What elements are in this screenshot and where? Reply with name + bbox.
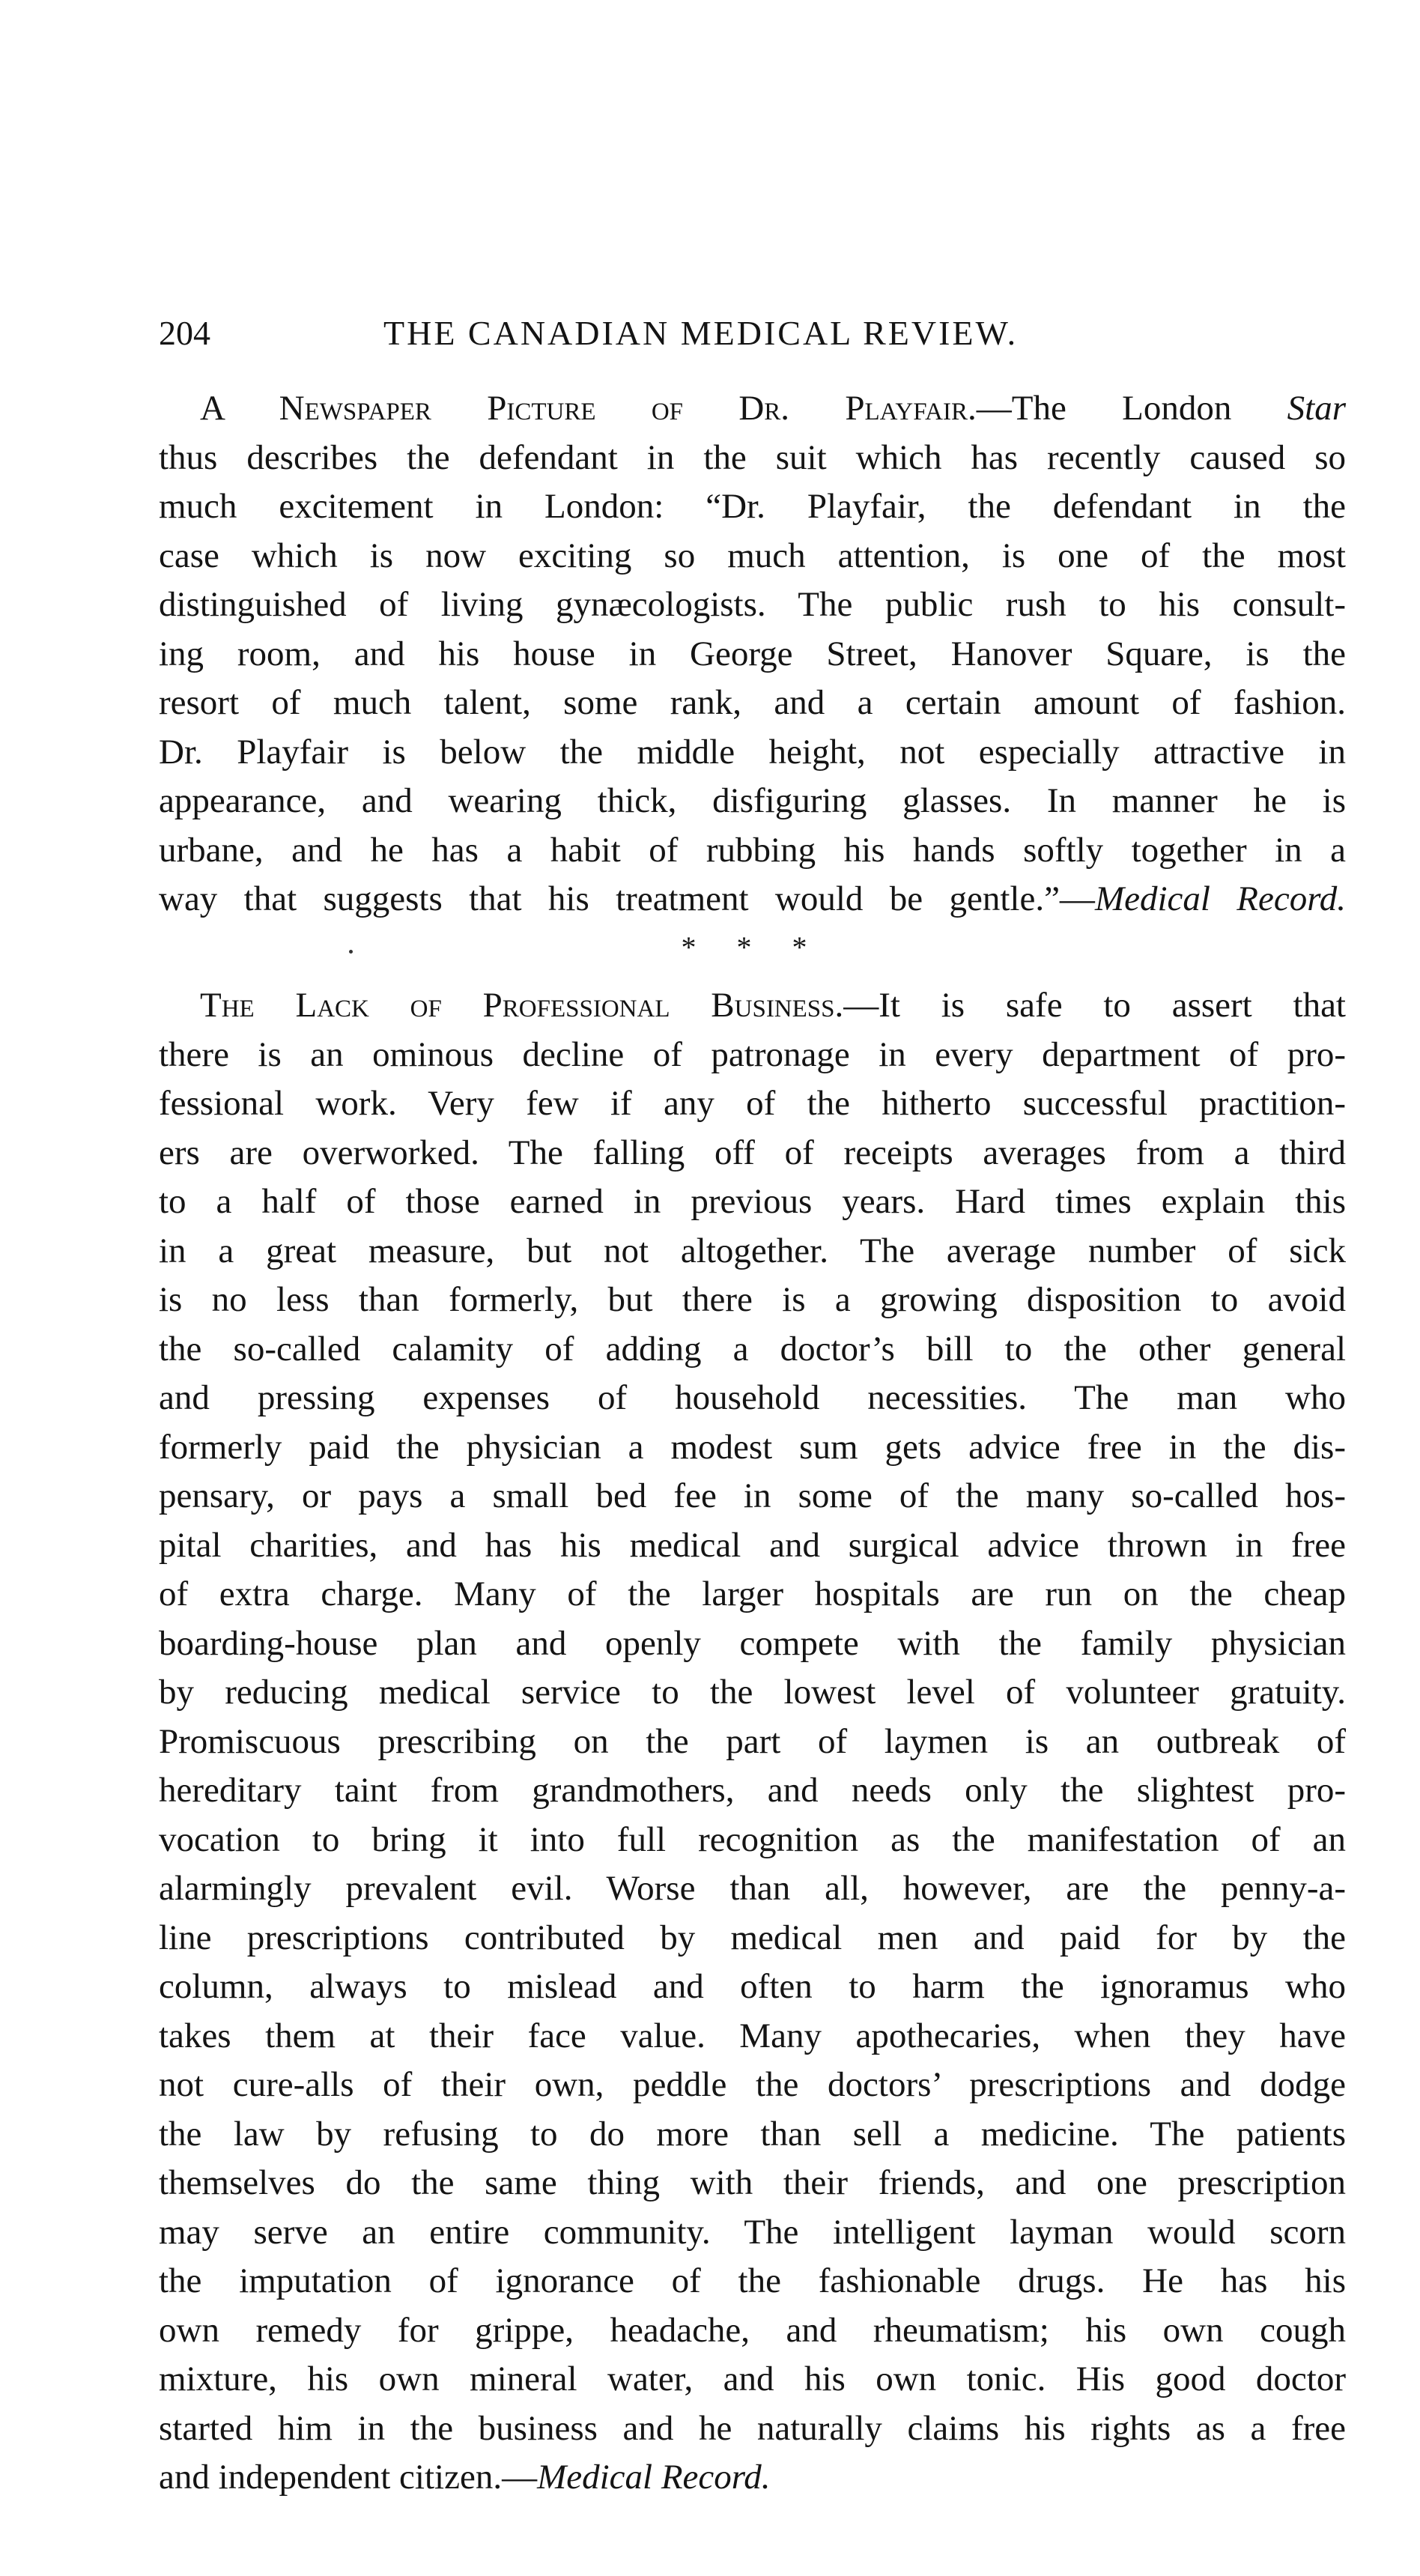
article-line: fessional work. Very few if any of the hitherto successful practition- (159, 1084, 1346, 1123)
newspaper-name: Star (1287, 389, 1347, 428)
article-line: pital charities, and has his medical and surgical advice thrown in free (159, 1525, 1346, 1565)
article-line (159, 2453, 1346, 2503)
article-line: distinguished of living gynæcologists. The public rush to his consult- (159, 585, 1346, 624)
article-line (159, 875, 1346, 924)
article-line: the imputation of ignorance of the fashionable drugs. He has his (159, 2261, 1346, 2300)
article-line: started him in the business and he naturally claims his rights as a free (159, 2408, 1346, 2448)
article-line: much excitement in London: “Dr. Playfair, the defendant in the (159, 487, 1346, 526)
article-line: thus describes the defendant in the suit which has recently caused so (159, 437, 1346, 477)
article-line: case which is now exciting so much attention, is one of the most (159, 536, 1346, 575)
article-line: boarding-house plan and openly compete with the family physician (159, 1623, 1346, 1663)
article-text: —The London (976, 389, 1232, 428)
page-number: 204 (159, 314, 210, 352)
article-line: mixture, his own mineral water, and his own tonic. His good doctor (159, 2360, 1346, 2398)
article-line (159, 981, 1346, 1031)
source-citation: Medical Record. (537, 2458, 771, 2497)
article-line: Promiscuous prescribing on the part of laymen is an outbreak of (159, 1721, 1346, 1761)
article-line: may serve an entire community. The intelligent layman would scorn (159, 2212, 1346, 2252)
section-separator: * * * (681, 930, 824, 964)
article-line: formerly paid the physician a modest sum gets advice free in the dis- (159, 1427, 1346, 1467)
article-line: in a great measure, but not altogether. The average number of sick (159, 1231, 1346, 1270)
article-line: of extra charge. Many of the larger hospitals are run on the cheap (159, 1575, 1346, 1613)
article-line (159, 384, 1346, 434)
article-line: resort of much talent, some rank, and a certain amount of fashion. (159, 683, 1346, 722)
article-line: ing room, and his house in George Street, Hanover Square, is the (159, 634, 1346, 673)
article-line: is no less than formerly, but there is a growing disposition to avoid (159, 1280, 1346, 1319)
article-professional-business (159, 981, 1346, 2503)
article-line: own remedy for grippe, headache, and rheumatism; his own cough (159, 2310, 1346, 2350)
article-line: not cure-alls of their own, peddle the doctors’ prescriptions and dodge (159, 2065, 1346, 2104)
article-line: themselves do the same thing with their friends, and one prescription (159, 2163, 1346, 2202)
article-line: and pressing expenses of household necessities. The man who (159, 1378, 1346, 1417)
article-text: and independent citizen.— (159, 2458, 538, 2497)
article-line: Dr. Playfair is below the middle height, not especially attractive in (159, 732, 1346, 772)
article-line: line prescriptions contributed by medical men and paid for by the (159, 1918, 1346, 1957)
journal-title: THE CANADIAN MEDICAL REVIEW. (383, 314, 1019, 352)
article-heading: The Lack of Professional Business. (200, 986, 844, 1025)
article-line: urbane, and he has a habit of rubbing his hands softly together in a (159, 830, 1346, 870)
article-line: by reducing medical service to the lowest level of volunteer gratuity. (159, 1673, 1346, 1712)
article-line: hereditary taint from grandmothers, and needs only the slightest pro- (159, 1771, 1346, 1810)
article-line: ers are overworked. The falling off of receipts averages from a third (159, 1133, 1346, 1172)
article-line: the so-called calamity of adding a doctor’s bill to the other general (159, 1329, 1346, 1369)
article-line: to a half of those earned in previous years. Hard times explain this (159, 1182, 1346, 1221)
article-line: alarmingly prevalent evil. Worse than all, however, are the penny-a- (159, 1869, 1346, 1908)
article-playfair (159, 384, 1346, 924)
source-citation: Medical Record. (1094, 879, 1346, 918)
article-line: the law by refusing to do more than sell a medicine. The patients (159, 2114, 1346, 2154)
article-text: way that suggests that his treatment would be gentle.”— (159, 879, 1095, 918)
running-head (159, 311, 1346, 356)
article-line: vocation to bring it into full recognition as the manifestation of an (159, 1819, 1346, 1859)
article-line: takes them at their face value. Many apothecaries, when they have (159, 2016, 1346, 2055)
article-line: there is an ominous decline of patronage in every department of pro- (159, 1034, 1346, 1074)
article-text: —It is safe to assert that (843, 986, 1346, 1025)
article-line: pensary, or pays a small bed fee in some of the many so-called hos- (159, 1476, 1346, 1515)
article-heading: A Newspaper Picture of Dr. Playfair. (200, 389, 977, 428)
article-line: appearance, and wearing thick, disfiguring glasses. In manner he is (159, 781, 1346, 820)
article-line: column, always to mislead and often to harm the ignoramus who (159, 1967, 1346, 2006)
